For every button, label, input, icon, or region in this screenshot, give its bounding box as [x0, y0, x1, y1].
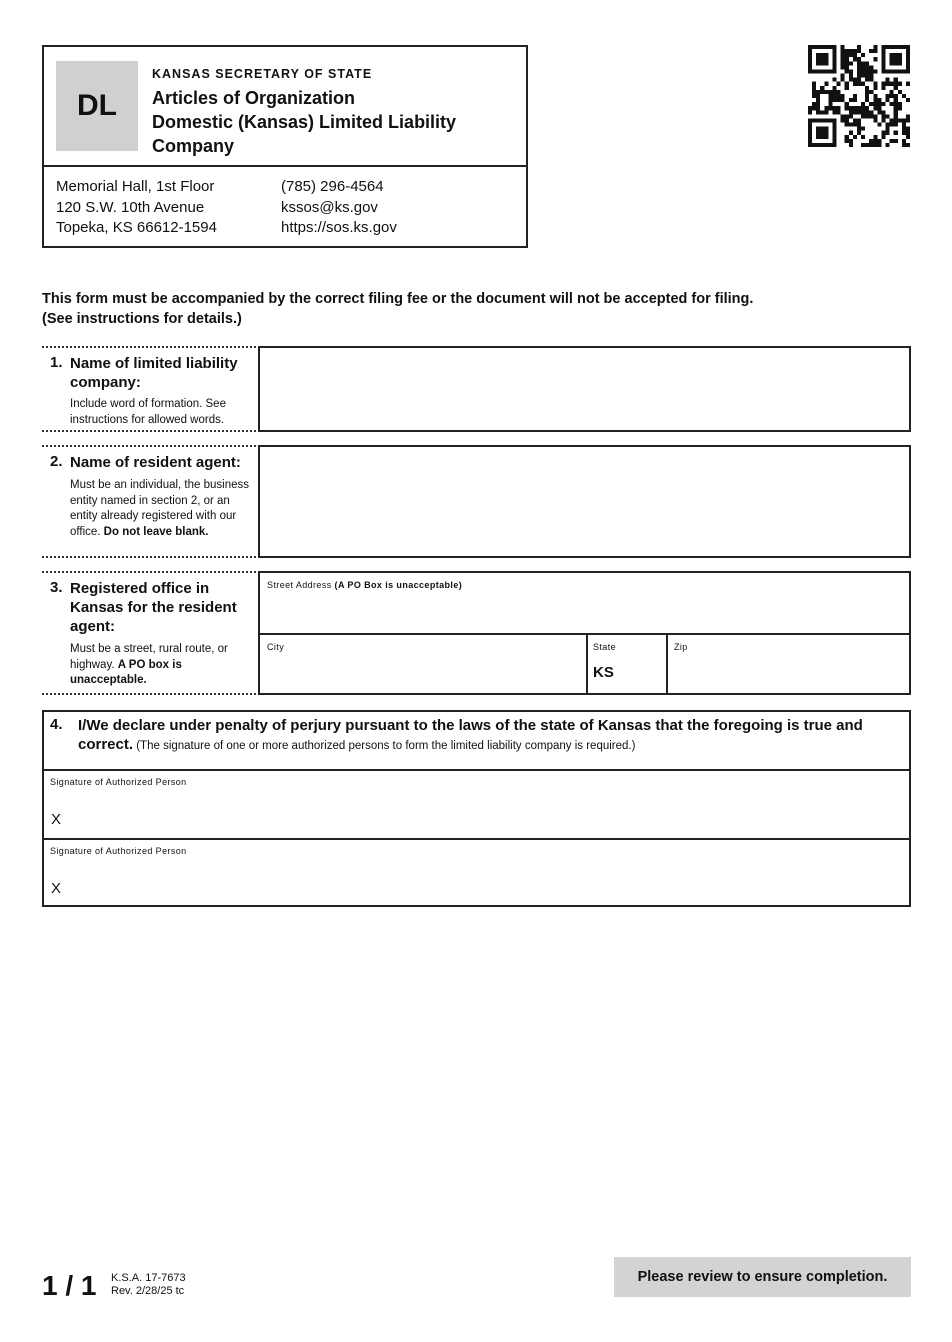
address-line: 120 S.W. 10th Avenue — [56, 198, 205, 216]
notice-line: (See instructions for details.) — [42, 311, 242, 327]
review-completion-button[interactable]: Please review to ensure completion. — [614, 1257, 911, 1297]
section-number: 1. — [50, 354, 63, 371]
qr-code-icon — [808, 45, 910, 147]
section-title: Name of resident agent: — [70, 454, 241, 471]
email-address: kssos@ks.gov — [281, 198, 378, 216]
city-label: City — [267, 642, 285, 652]
row-divider — [44, 838, 909, 840]
llc-name-input[interactable] — [268, 356, 902, 424]
help-bold-text: A PO box is unacceptable. — [70, 658, 182, 686]
header-divider — [44, 165, 526, 167]
resident-agent-box — [258, 445, 911, 558]
state-label: State — [593, 642, 617, 652]
phone-number: (785) 296-4564 — [281, 178, 384, 195]
form-title — [152, 86, 512, 158]
section-3-label — [42, 571, 256, 695]
resident-agent-input[interactable] — [268, 455, 902, 550]
declaration-box — [42, 710, 911, 907]
signature-label: Signature of Authorized Person — [50, 777, 187, 787]
signature-mark: X — [51, 880, 62, 897]
section-help — [70, 642, 254, 689]
section-help — [70, 478, 254, 540]
address-line: Topeka, KS 66612-1594 — [56, 219, 217, 236]
row-divider — [44, 769, 909, 771]
section-help — [70, 397, 254, 428]
state-value: KS — [593, 664, 614, 681]
address-line: Memorial Hall, 1st Floor — [56, 178, 215, 195]
col-divider — [666, 633, 668, 693]
declaration-note: (The signature of one or more authorized persons to form the limited liability company is required.) — [133, 740, 636, 752]
notice-line: This form must be accompanied by the correct filing fee or the document will not be accepted for filing. — [42, 291, 754, 307]
help-text: Include word of formation. See instructions for allowed words. — [70, 398, 226, 426]
declaration-statement: I/We declare under penalty of perjury pursuant to the laws of the state of Kansas that the foregoing is true and correct. — [78, 717, 863, 753]
signature-1-input[interactable] — [68, 796, 902, 834]
section-number: 3. — [50, 579, 63, 596]
street-note: (A PO Box is unacceptable) — [334, 580, 463, 590]
street-address-label — [267, 580, 462, 590]
page-number: 1 / 1 — [42, 1270, 97, 1301]
signature-label: Signature of Authorized Person — [50, 846, 187, 856]
zip-input[interactable] — [674, 657, 908, 689]
section-number: 4. — [50, 716, 63, 733]
section-title: Name of limited liability company: — [70, 355, 238, 391]
help-text: Must be a street, rural route, or highway. — [70, 643, 228, 671]
llc-name-box — [258, 346, 911, 432]
signature-mark: X — [51, 811, 62, 828]
statute-text: K.S.A. 17-7673 — [111, 1272, 186, 1284]
office-address — [56, 177, 217, 239]
help-text: Must be an individual, the business entity named in section 2, or an entity already registered with our office. — [70, 479, 249, 538]
form-header — [42, 45, 528, 248]
section-title: Registered office in Kansas for the resident agent: — [70, 580, 237, 635]
form-code-badge: DL — [56, 61, 138, 151]
section-1-label — [42, 346, 256, 432]
signature-2-input[interactable] — [68, 864, 902, 902]
street-address-input[interactable] — [268, 595, 902, 631]
city-input[interactable] — [268, 657, 582, 689]
agency-name: KANSAS SECRETARY OF STATE — [152, 67, 373, 81]
row-divider — [260, 633, 909, 635]
website-url: https://sos.ks.gov — [281, 219, 397, 236]
office-contact — [281, 177, 397, 239]
form-title-line: Domestic (Kansas) Limited Liability — [152, 112, 457, 132]
declaration-text — [78, 716, 898, 756]
form-title-line: Articles of Organization — [152, 88, 356, 108]
registered-office-box — [258, 571, 911, 695]
statute-reference — [111, 1272, 186, 1298]
filing-fee-notice — [42, 289, 902, 329]
street-label-text: Street Address — [267, 580, 332, 590]
zip-label: Zip — [674, 642, 688, 652]
section-number: 2. — [50, 453, 63, 470]
section-2-label — [42, 445, 256, 558]
revision-text: Rev. 2/28/25 tc — [111, 1285, 185, 1297]
help-bold-text: Do not leave blank. — [103, 525, 209, 538]
form-title-line: Company — [152, 136, 235, 156]
col-divider — [586, 633, 588, 693]
